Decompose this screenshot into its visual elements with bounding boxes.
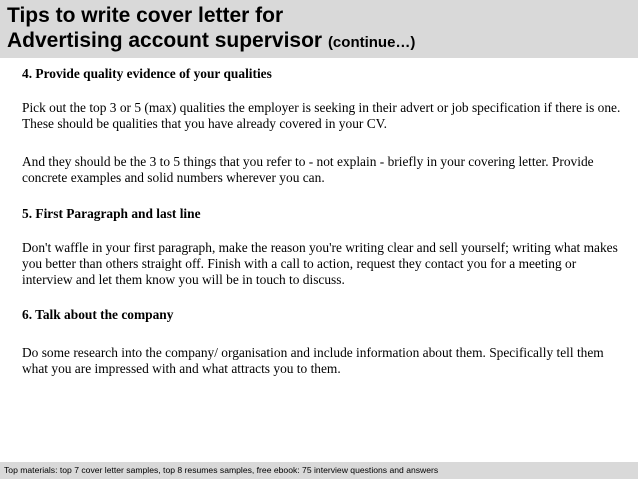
title-suffix: (continue…) [327, 34, 416, 51]
title-line-1: Tips to write cover letter for [7, 4, 284, 27]
footer-text: Top materials: top 7 cover letter samples, top 8 resumes samples, free ebook: 75 interview questions and answers [4, 465, 439, 475]
footer-bar [0, 462, 638, 479]
section-4-paragraph-2: And they should be the 3 to 5 things that you refer to - not explain - briefly in your covering letter. Provide concrete examples and solid numbers wherever you can. [22, 154, 594, 185]
title-bar [0, 0, 638, 58]
section-4-paragraph-1: Pick out the top 3 or 5 (max) qualities the employer is seeking in their advert or job specification if there is one. These should be qualities that you have already covered in your CV. [22, 100, 621, 131]
section-heading-4: 4. Provide quality evidence of your qualities [22, 66, 272, 81]
title-line-2: Advertising account supervisor [7, 29, 323, 52]
section-heading-6: 6. Talk about the company [22, 307, 174, 322]
section-heading-5: 5. First Paragraph and last line [22, 206, 201, 221]
page-title [7, 3, 415, 55]
section-5-paragraph-1: Don't waffle in your first paragraph, make the reason you're writing clear and sell yourself; writing what makes you better than others straight off. Finish with a call to action, request they contact you for a meeting or interview and let them know you will be in touch to discuss. [22, 240, 618, 287]
section-6-paragraph-1: Do some research into the company/ organisation and include information about them. Specifically tell them what you are impressed with and what attracts you to them. [22, 345, 604, 376]
